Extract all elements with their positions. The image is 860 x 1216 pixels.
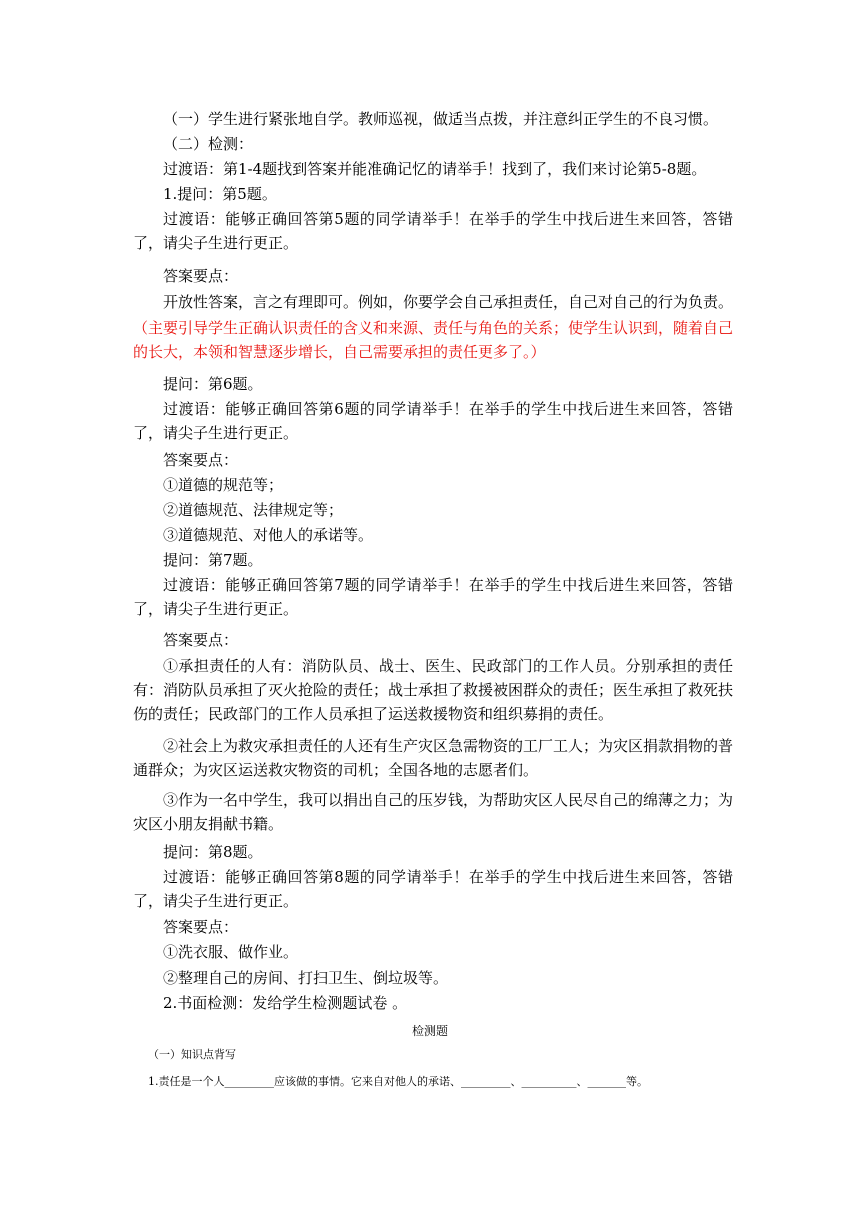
paragraph-question-7: 提问：第7题。: [163, 551, 263, 569]
paragraph-question-6: 提问：第6题。: [163, 375, 263, 393]
paragraph-test-heading: （二）检测：: [163, 135, 254, 153]
paragraph-answer-label-5: 答案要点：: [163, 267, 239, 285]
paragraph-answer-label-7: 答案要点：: [163, 631, 239, 649]
test-question-1: 1.责任是一个人_________应该做的事情。它来自对他人的承诺、_________、__________、_______等。: [148, 1075, 648, 1088]
paragraph-answer-6-1: ①道德的规范等；: [163, 476, 284, 494]
paragraph-answer-label-8: 答案要点：: [163, 918, 239, 936]
test-section-heading: （一）知识点背写: [148, 1048, 236, 1061]
paragraph-answer-7-1: ①承担责任的人有：消防队员、战士、医生、民政部门的工作人员。分别承担的责任有：消防队员承担了灭火抢险的责任；战士承担了救援被困群众的责任；医生承担了救死扶伤的责任；民政部门的工作人员承担了运送救援物资和组织募捐的责任。: [133, 657, 734, 723]
paragraph-self-study: （一）学生进行紧张地自学。教师巡视，做适当点拨，并注意纠正学生的不良习惯。: [163, 110, 719, 128]
paragraph-written-test: 2.书面检测：发给学生检测题试卷 。: [163, 994, 408, 1012]
paragraph-transition-8: 过渡语：能够正确回答第8题的同学请举手！在举手的学生中找后进生来回答，答错了，请尖子生进行更正。: [133, 868, 733, 910]
paragraph-guidance-note: （主要引导学生正确认识责任的含义和来源、责任与角色的关系；使学生认识到，随着自己的长大，本领和智慧逐步增长，自己需要承担的责任更多了。）: [133, 319, 734, 361]
paragraph-answer-7-2: ②社会上为救灾承担责任的人还有生产灾区急需物资的工厂工人；为灾区捐款捐物的普通群众；为灾区运送救灾物资的司机；全国各地的志愿者们。: [133, 737, 734, 779]
paragraph-transition-6: 过渡语：能够正确回答第6题的同学请举手！在举手的学生中找后进生来回答，答错了，请尖子生进行更正。: [133, 400, 733, 442]
paragraph-answer-label-6: 答案要点：: [163, 451, 239, 469]
paragraph-transition-7: 过渡语：能够正确回答第7题的同学请举手！在举手的学生中找后进生来回答，答错了，请尖子生进行更正。: [133, 576, 733, 618]
paragraph-answer-5: 开放性答案，言之有理即可。例如，你要学会自己承担责任，自己对自己的行为负责。: [163, 293, 734, 311]
paragraph-question-5: 1.提问：第5题。: [163, 185, 277, 203]
paragraph-question-8: 提问：第8题。: [163, 843, 263, 861]
paragraph-answer-8-2: ②整理自己的房间、打扫卫生、倒垃圾等。: [163, 969, 449, 987]
paragraph-answer-8-1: ①洗衣服、做作业。: [163, 943, 299, 961]
paragraph-answer-6-2: ②道德规范、法律规定等；: [163, 501, 344, 519]
paragraph-transition-1-4: 过渡语：第1-4题找到答案并能准确记忆的请举手！找到了，我们来讨论第5-8题。: [163, 160, 707, 178]
paragraph-answer-7-3: ③作为一名中学生，我可以捐出自己的压岁钱，为帮助灾区人民尽自己的绵薄之力；为灾区小朋友捐献书籍。: [133, 791, 734, 833]
paragraph-transition-5: 过渡语：能够正确回答第5题的同学请举手！在举手的学生中找后进生来回答，答错了，请尖子生进行更正。: [133, 210, 733, 252]
test-title: 检测题: [411, 1024, 448, 1038]
paragraph-answer-6-3: ③道德规范、对他人的承诺等。: [163, 526, 374, 544]
